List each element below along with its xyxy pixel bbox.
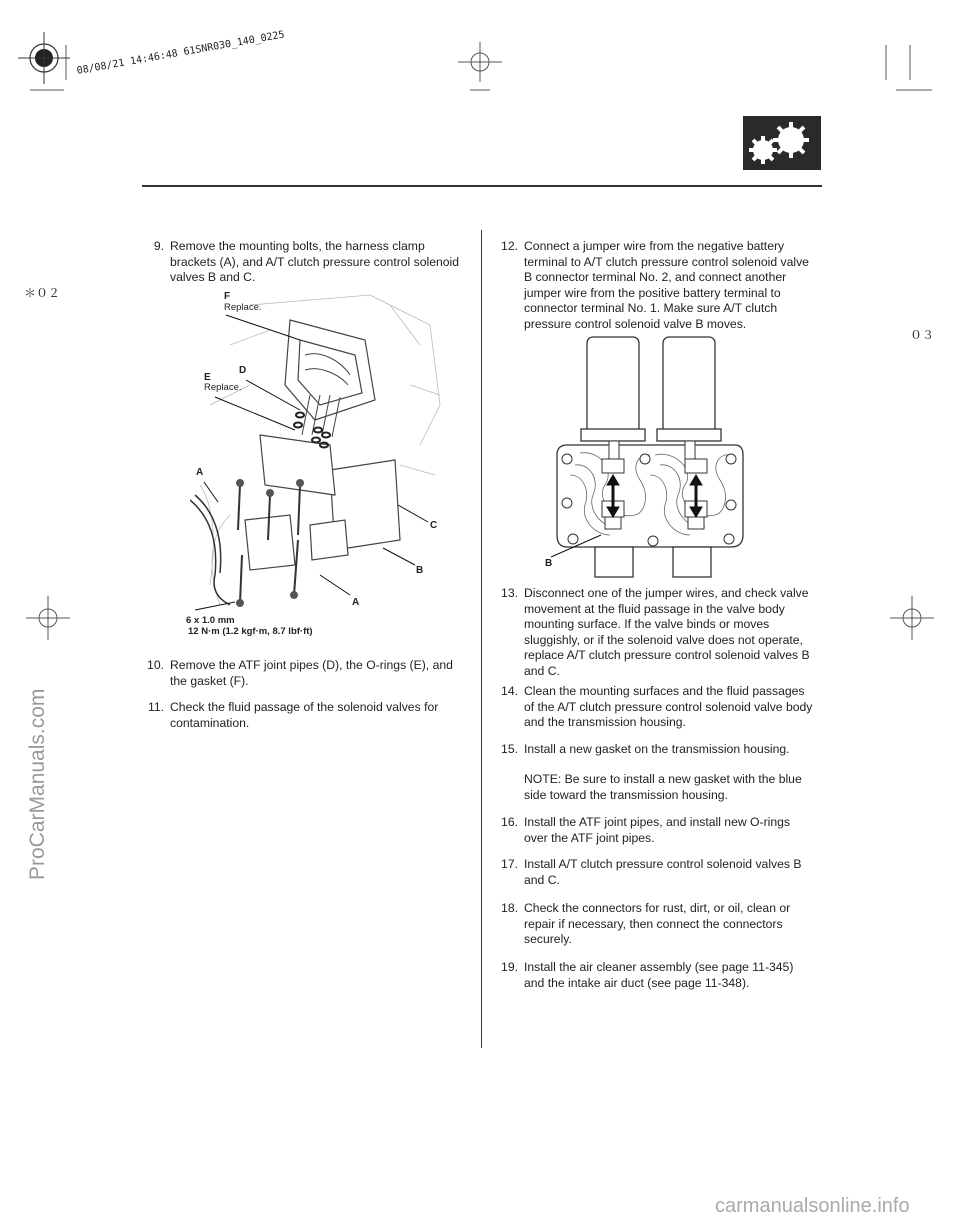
figure1-replace-F: Replace. bbox=[224, 302, 262, 313]
step-text: Disconnect one of the jumper wires, and check valve movement at the fluid passage in the valve body mounting surface. If the valve binds or moves sluggishly, or if the solenoid valve does not operate, replace A/T clutch pressure control solenoid valves B and C. bbox=[524, 586, 810, 678]
bottom-watermark: carmanualsonline.info bbox=[715, 1195, 910, 1217]
step-text: Install the ATF joint pipes, and install new O-rings over the ATF joint pipes. bbox=[524, 815, 790, 845]
step-number: 16. bbox=[501, 815, 518, 829]
step-19 bbox=[494, 960, 814, 991]
figure1-label-C: C bbox=[430, 520, 438, 531]
figure1-label-E: E bbox=[204, 372, 211, 383]
step-10 bbox=[140, 658, 470, 689]
step-text: Check the fluid passage of the solenoid valves for contamination. bbox=[170, 700, 439, 730]
torque-spec: 12 N·m (1.2 kgf·m, 8.7 lbf·ft) bbox=[188, 626, 313, 637]
step-number: 15. bbox=[501, 742, 518, 756]
header-rule bbox=[142, 185, 822, 187]
step-11 bbox=[140, 700, 470, 731]
margin-mark-left: ＊０２ bbox=[24, 286, 61, 300]
step-number: 9. bbox=[153, 239, 164, 253]
gasket-note: NOTE: Be sure to install a new gasket with the blue side toward the transmission housing. bbox=[524, 772, 802, 802]
step-number: 11. bbox=[147, 700, 164, 714]
step-18 bbox=[494, 901, 814, 948]
step-number: 18. bbox=[501, 901, 518, 915]
step-15 bbox=[494, 742, 814, 758]
figure1-label-A-top: A bbox=[196, 467, 204, 478]
step-text: Clean the mounting surfaces and the fluid passages of the A/T clutch pressure control solenoid valve body and the transmission housing. bbox=[524, 684, 813, 730]
figure1-replace-E: Replace. bbox=[204, 382, 242, 393]
figure1-label-A-bottom: A bbox=[352, 597, 360, 608]
step-text: Remove the mounting bolts, the harness clamp brackets (A), and A/T clutch pressure control solenoid valves B and C. bbox=[170, 239, 460, 285]
step-text: Install A/T clutch pressure control solenoid valves B and C. bbox=[524, 857, 802, 887]
solenoid-test-figure bbox=[545, 335, 745, 580]
step-number: 14. bbox=[501, 684, 518, 698]
side-watermark: ProCarManuals.com bbox=[26, 688, 49, 880]
figure1-label-F: F bbox=[224, 291, 231, 302]
print-timestamp: 08/08/21 14:46:48 61SNR030_140_0225 bbox=[76, 29, 286, 77]
step-text: Check the connectors for rust, dirt, or oil, clean or repair if necessary, then connect the connectors securely. bbox=[524, 901, 791, 947]
step-text: Install a new gasket on the transmission housing. bbox=[524, 742, 790, 756]
step-16 bbox=[494, 815, 814, 846]
step-12 bbox=[494, 239, 814, 333]
bolt-size-spec: 6 x 1.0 mm bbox=[186, 615, 235, 626]
side-registration-marks bbox=[0, 590, 960, 650]
step-number: 13. bbox=[501, 586, 518, 600]
figure1-label-D: D bbox=[239, 365, 247, 376]
step-number: 12. bbox=[501, 239, 518, 253]
step-number: 19. bbox=[501, 960, 518, 974]
figure1-leaders bbox=[190, 290, 450, 620]
step-number: 17. bbox=[501, 857, 518, 871]
step-text: Connect a jumper wire from the negative battery terminal to A/T clutch pressure control solenoid valve B connector terminal No. 2, and connect another jumper wire from the positive battery terminal to connector terminal No. 1. Make sure A/T clutch pressure control solenoid valve B moves. bbox=[524, 239, 809, 331]
step-14 bbox=[494, 684, 814, 731]
step-17 bbox=[494, 857, 814, 888]
step-number: 10. bbox=[147, 658, 164, 672]
step-text: Remove the ATF joint pipes (D), the O-rings (E), and the gasket (F). bbox=[170, 658, 453, 688]
figure1-label-B: B bbox=[416, 565, 424, 576]
figure2-label-B: B bbox=[545, 558, 553, 569]
step-text: Install the air cleaner assembly (see page 11-345) and the intake air duct (see page 11-348). bbox=[524, 960, 794, 990]
gears-icon bbox=[743, 116, 821, 170]
margin-mark-right: ０３ bbox=[910, 328, 935, 342]
step-9 bbox=[140, 239, 470, 286]
